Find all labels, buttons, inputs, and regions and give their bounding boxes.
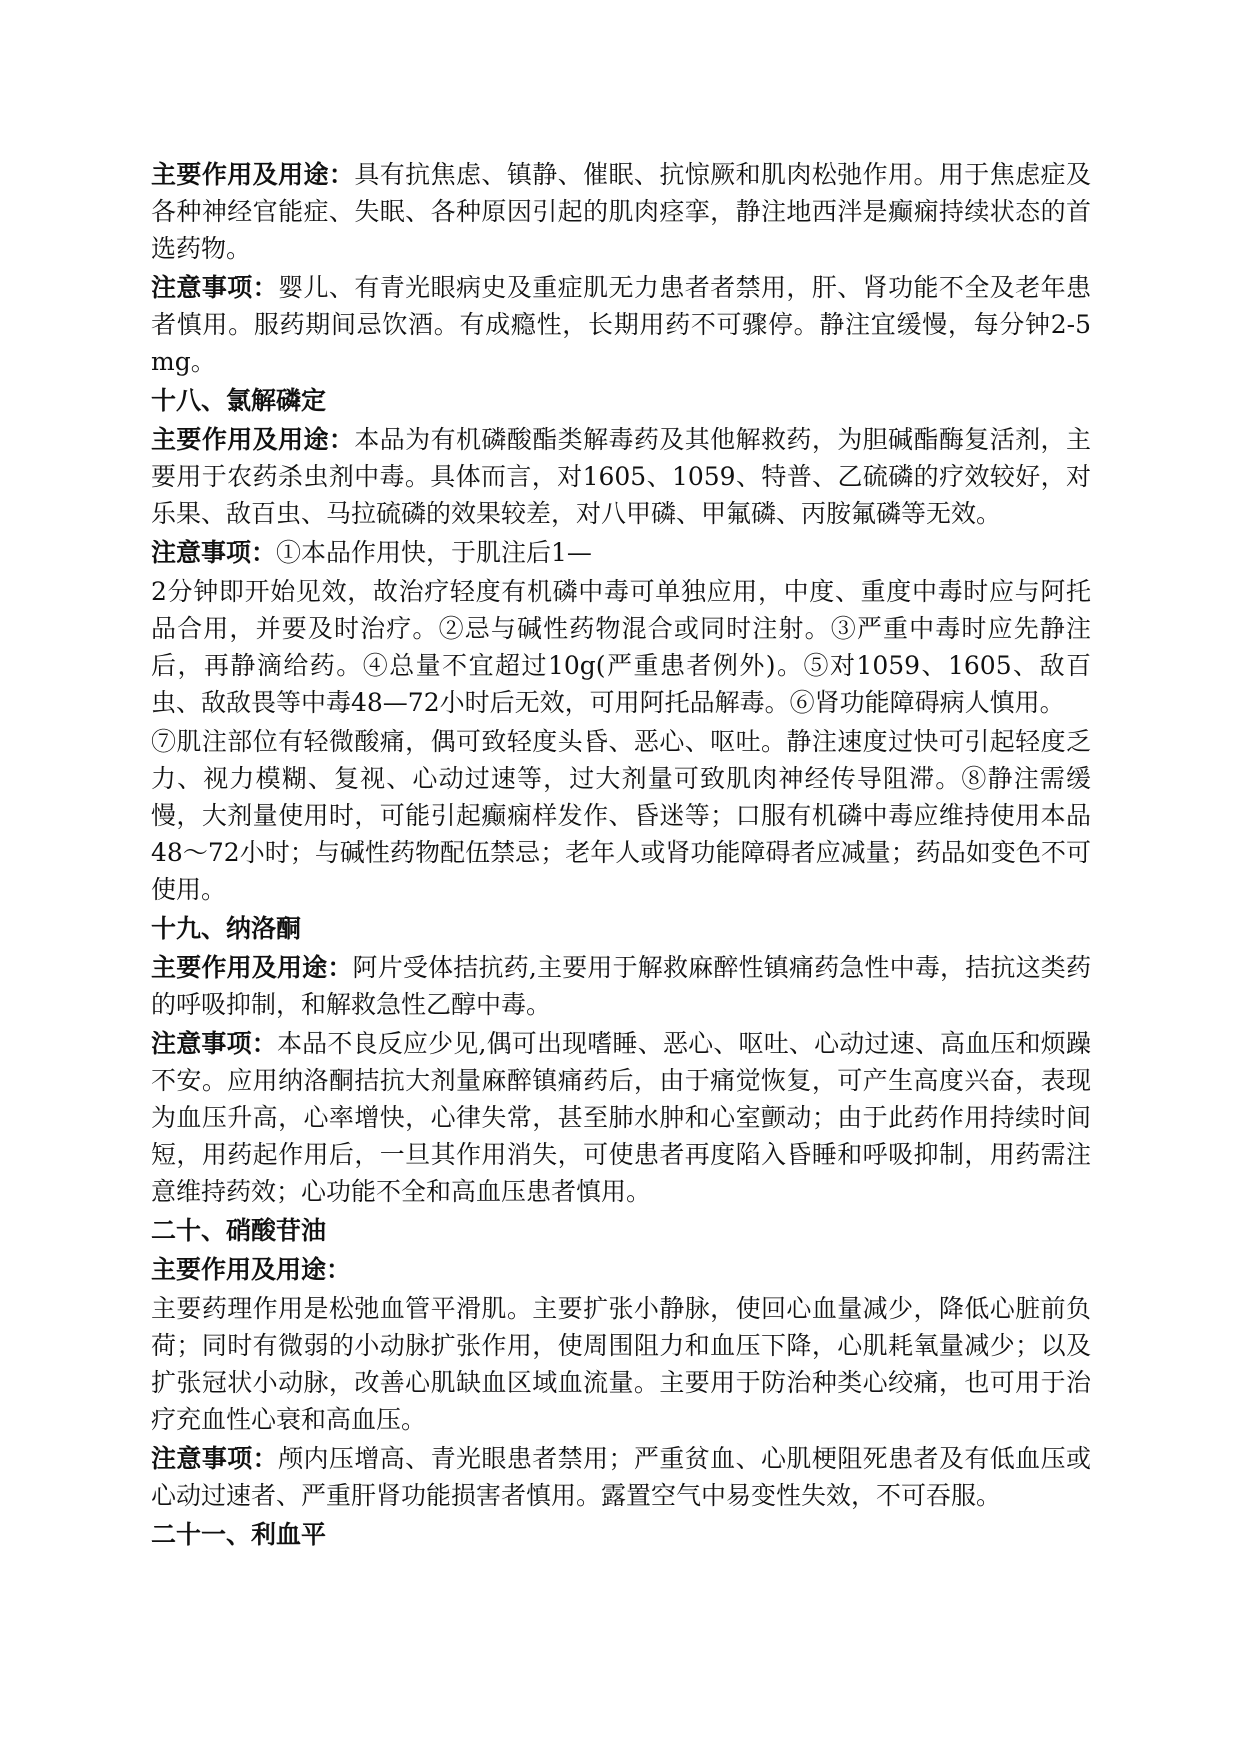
- caution-label: 注意事项：: [151, 1444, 279, 1473]
- usage-text: 阿片受体拮抗药,主要用于解救麻醉性镇痛药急性中毒，拮抗这类药的呼吸抑制，和解救急性乙醇中毒。: [151, 953, 1091, 1019]
- usage-label: 主要作用及用途：: [151, 425, 355, 454]
- caution-text-line1: ①本品作用快，于肌注后1—: [276, 538, 592, 567]
- caution-label: 注意事项：: [151, 273, 279, 302]
- usage-label: 主要作用及用途：: [151, 953, 353, 982]
- usage-paragraph: [151, 421, 1091, 532]
- usage-paragraph: [151, 949, 1091, 1023]
- caution-text: 本品不良反应少见,偶可出现嗜睡、恶心、呕吐、心动过速、高血压和烦躁不安。应用纳洛酮拮抗大剂量麻醉镇痛药后，由于痛觉恢复，可产生高度兴奋，表现为血压升高，心率增快，心律失常，甚至肺水肿和心室颤动；由于此药作用持续时间短，用药起作用后，一旦其作用消失，可使患者再度陷入昏睡和呼吸抑制，用药需注意维持药效；心功能不全和高血压患者慎用。: [151, 1029, 1091, 1206]
- caution-continuation: ⑦肌注部位有轻微酸痛，偶可致轻度头昏、恶心、呕吐。静注速度过快可引起轻度乏力、视力模糊、复视、心动过速等，过大剂量可致肌肉神经传导阻滞。⑧静注需缓慢，大剂量使用时，可能引起癫痫样发作、昏迷等；口服有机磷中毒应维持使用本品48～72小时；与碱性药物配伍禁忌；老年人或肾功能障碍者应减量；药品如变色不可使用。: [151, 727, 1091, 904]
- document-page: [151, 156, 1091, 1555]
- caution-continuation: 2分钟即开始见效，故治疗轻度有机磷中毒可单独应用，中度、重度中毒时应与阿托品合用，并要及时治疗。②忌与碱性药物混合或同时注射。③严重中毒时应先静注后，再静滴给药。④总量不宜超过10g(严重患者例外)。⑤对1059、1605、敌百虫、敌敌畏等中毒48—72小时后无效，可用阿托品解毒。⑥肾功能障碍病人慎用。: [151, 577, 1091, 717]
- section-heading: 十九、纳洛酮: [151, 914, 302, 943]
- caution-text: 婴儿、有青光眼病史及重症肌无力患者者禁用，肝、肾功能不全及老年患者慎用。服药期间忌饮酒。有成瘾性，长期用药不可骤停。静注宜缓慢，每分钟2-5 mg。: [151, 273, 1091, 376]
- section-heading: 二十、硝酸苷油: [151, 1216, 327, 1245]
- caution-paragraph: [151, 534, 1091, 571]
- caution-label: 注意事项：: [151, 538, 277, 567]
- caution-text: 颅内压增高、青光眼患者禁用；严重贫血、心肌梗阻死患者及有低血压或心动过速者、严重肝肾功能损害者慎用。露置空气中易变性失效，不可吞服。: [151, 1444, 1091, 1510]
- usage-text: 本品为有机磷酸酯类解毒药及其他解救药，为胆碱酯酶复活剂，主要用于农药杀虫剂中毒。具体而言，对1605、1059、特普、乙硫磷的疗效较好，对乐果、敌百虫、马拉硫磷的效果较差，对八甲磷、甲氟磷、丙胺氟磷等无效。: [151, 425, 1091, 528]
- caution-paragraph: [151, 269, 1091, 380]
- usage-text: 主要药理作用是松弛血管平滑肌。主要扩张小静脉，使回心血量减少，降低心脏前负荷；同时有微弱的小动脉扩张作用，使周围阻力和血压下降，心肌耗氧量减少；以及扩张冠状小动脉，改善心肌缺血区域血流量。主要用于防治种类心绞痛，也可用于治疗充血性心衰和高血压。: [151, 1294, 1091, 1434]
- usage-paragraph: [151, 156, 1091, 267]
- caution-label: 注意事项：: [151, 1029, 277, 1058]
- section-heading: 十八、氯解磷定: [151, 386, 327, 415]
- usage-text: 具有抗焦虑、镇静、催眠、抗惊厥和肌肉松弛作用。用于焦虑症及各种神经官能症、失眠、各种原因引起的肌肉痉挛，静注地西泮是癫痫持续状态的首选药物。: [151, 160, 1091, 263]
- usage-label: 主要作用及用途：: [151, 1255, 352, 1284]
- usage-label: 主要作用及用途：: [151, 160, 355, 189]
- caution-paragraph: [151, 1440, 1091, 1514]
- section-heading: 二十一、利血平: [151, 1520, 327, 1549]
- caution-paragraph: [151, 1025, 1091, 1210]
